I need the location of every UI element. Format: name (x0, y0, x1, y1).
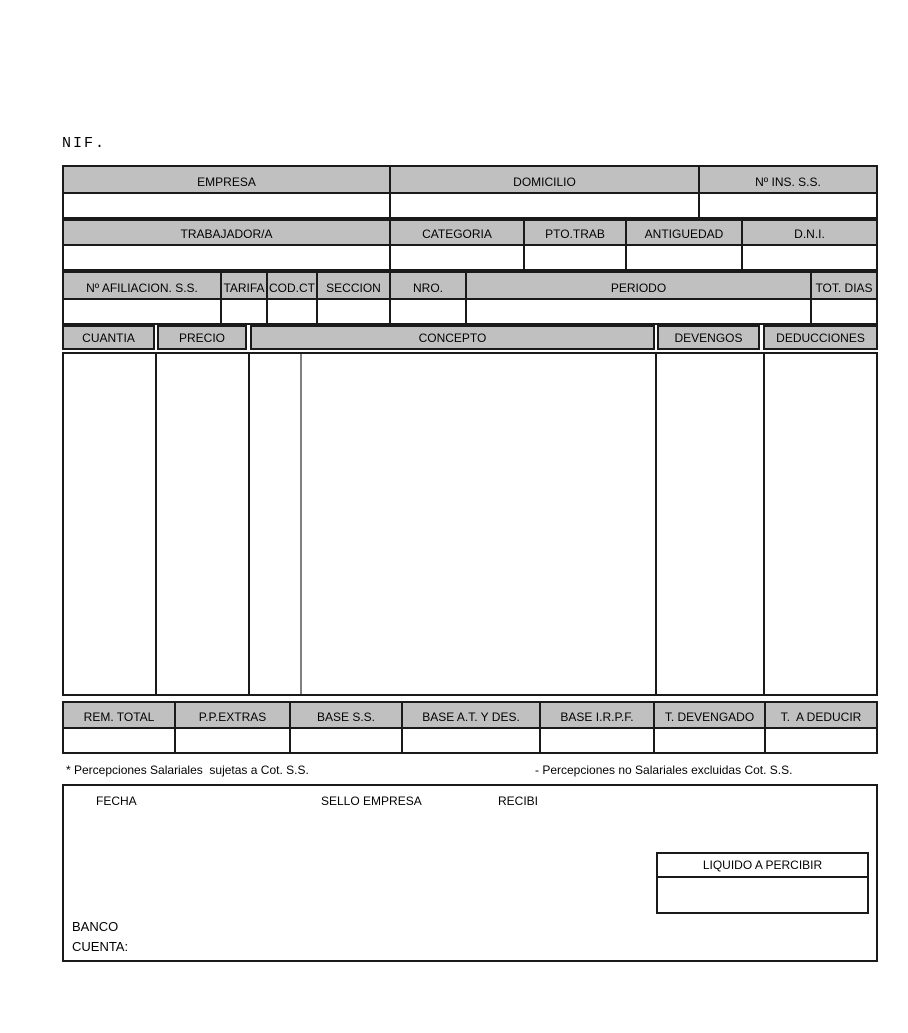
header-concepto: CONCEPTO (250, 325, 655, 350)
banco-label: BANCO (72, 919, 119, 934)
header-base-irpf: BASE I.R.P.F. (541, 703, 655, 727)
trabajador-field[interactable] (64, 246, 391, 269)
header-cod-ct: COD.CT (268, 273, 318, 298)
pto-trab-field[interactable] (525, 246, 627, 269)
header-tot-dias: TOT. DIAS (815, 281, 873, 295)
header-devengos: DEVENGOS (657, 325, 760, 350)
devengos-divider (655, 354, 657, 694)
header-tarifa: TARIFA (222, 273, 268, 298)
totales-data-row (64, 729, 876, 752)
header-periodo: PERIODO (467, 273, 812, 298)
totales-header-row (64, 703, 876, 729)
cod-ct-field[interactable] (268, 300, 318, 323)
header-num-ins-ss: Nº INS. S.S. (755, 175, 821, 189)
base-irpf-field[interactable] (541, 729, 655, 752)
cuantia-precio-divider (155, 354, 157, 694)
header-dni: D.N.I. (794, 227, 825, 241)
conceptos-header-row (62, 325, 878, 350)
sello-empresa-label: SELLO EMPRESA (321, 794, 422, 808)
dni-field[interactable] (743, 246, 876, 269)
deducciones-divider (763, 354, 765, 694)
trabajador-section (62, 219, 878, 271)
header-cuantia: CUANTIA (62, 325, 155, 350)
categoria-field[interactable] (391, 246, 525, 269)
antiguedad-field[interactable] (627, 246, 743, 269)
trabajador-header-row (64, 221, 876, 246)
empresa-data-row (64, 194, 876, 217)
header-afiliacion-ss: Nº AFILIACION. S.S. (64, 273, 222, 298)
recibi-label: RECIBI (498, 794, 539, 808)
header-base-at-des: BASE A.T. Y DES. (403, 703, 541, 727)
header-deducciones: DEDUCCIONES (763, 325, 878, 350)
header-seccion: SECCION (318, 273, 391, 298)
precio-concepto-divider (248, 354, 250, 694)
afiliacion-header-row (64, 273, 876, 300)
nro-field[interactable] (391, 300, 467, 323)
header-t-a-deducir: T. A DEDUCIR (780, 710, 862, 724)
concepto-inner-divider (300, 354, 302, 694)
t-a-deducir-field[interactable] (766, 729, 876, 752)
pp-extras-field[interactable] (176, 729, 291, 752)
header-precio: PRECIO (157, 325, 247, 350)
header-t-devengado: T. DEVENGADO (655, 703, 766, 727)
tarifa-field[interactable] (222, 300, 268, 323)
footer-signature-box (62, 784, 878, 962)
trabajador-data-row (64, 246, 876, 269)
seccion-field[interactable] (318, 300, 391, 323)
domicilio-field[interactable] (391, 194, 700, 217)
conceptos-body-area[interactable] (62, 352, 878, 696)
liquido-a-percibir-box (656, 852, 869, 914)
footnote-salariales: * Percepciones Salariales sujetas a Cot. S.S. (66, 763, 309, 777)
header-categoria: CATEGORIA (391, 221, 525, 244)
header-antiguedad: ANTIGUEDAD (627, 221, 743, 244)
liquido-a-percibir-header: LIQUIDO A PERCIBIR (658, 854, 867, 878)
header-empresa: EMPRESA (64, 167, 391, 192)
base-at-des-field[interactable] (403, 729, 541, 752)
fecha-label: FECHA (96, 794, 137, 808)
header-base-ss: BASE S.S. (291, 703, 403, 727)
header-rem-total: REM. TOTAL (64, 703, 176, 727)
t-devengado-field[interactable] (655, 729, 766, 752)
afiliacion-ss-field[interactable] (64, 300, 222, 323)
empresa-header-row (64, 167, 876, 194)
cuenta-label: CUENTA: (72, 939, 129, 954)
rem-total-field[interactable] (64, 729, 176, 752)
empresa-field[interactable] (64, 194, 391, 217)
liquido-a-percibir-field[interactable] (658, 878, 867, 912)
tot-dias-field[interactable] (812, 300, 876, 323)
header-pp-extras: P.P.EXTRAS (176, 703, 291, 727)
afiliacion-section (62, 271, 878, 325)
header-domicilio: DOMICILIO (391, 167, 700, 192)
afiliacion-data-row (64, 300, 876, 323)
header-trabajador: TRABAJADOR/A (64, 221, 391, 244)
periodo-field[interactable] (467, 300, 812, 323)
nif-label: NIF. (62, 135, 107, 152)
totales-section (62, 701, 878, 754)
header-pto-trab: PTO.TRAB (525, 221, 627, 244)
footnote-no-salariales: - Percepciones no Salariales excluidas Cot. S.S. (535, 763, 793, 777)
header-nro: NRO. (391, 273, 467, 298)
num-ins-ss-field[interactable] (700, 194, 876, 217)
base-ss-field[interactable] (291, 729, 403, 752)
empresa-section (62, 165, 878, 219)
